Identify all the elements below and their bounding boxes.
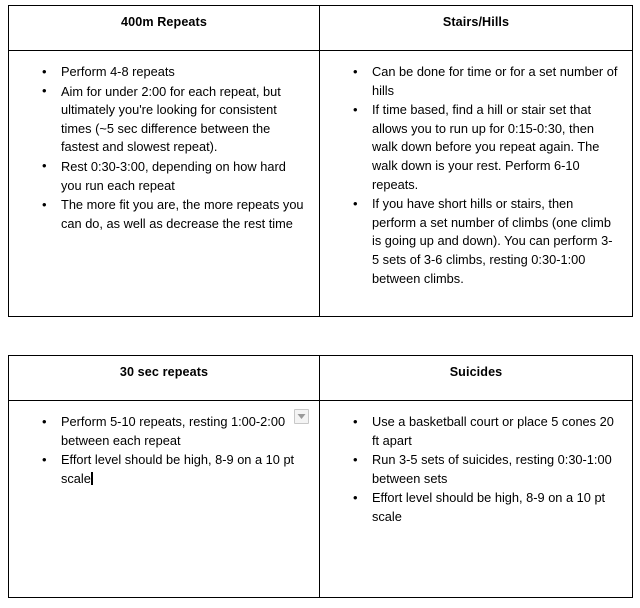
header-cell-400m-repeats[interactable]: [9, 6, 320, 51]
column-header-title: 400m Repeats: [121, 15, 207, 29]
column-header-title: Suicides: [449, 365, 503, 379]
list-item: • Aim for under 2:00 for each repeat, but ultimately you're looking for consistent times (~5 sec difference between the fastest and slowest repeat).: [9, 83, 305, 157]
list-item: • Rest 0:30-3:00, depending on how hard you run each repeat: [9, 158, 305, 195]
header-cell-30-sec-repeats[interactable]: [9, 356, 320, 401]
table-row-header: [9, 6, 633, 51]
body-cell-stairs-hills[interactable]: [320, 51, 633, 317]
list-item: • Perform 4-8 repeats: [9, 63, 305, 82]
list-item: • The more fit you are, the more repeats you can do, as well as decrease the rest time: [9, 196, 305, 233]
body-cell-suicides[interactable]: [320, 401, 633, 598]
column-header-title: Stairs/Hills: [442, 15, 510, 29]
text-cursor: [91, 472, 93, 485]
list-item: • Effort level should be high, 8-9 on a 10 pt scale: [320, 489, 618, 526]
header-cell-suicides[interactable]: [320, 356, 633, 401]
body-cell-400m-repeats[interactable]: [9, 51, 320, 317]
short-intervals-table: [8, 355, 633, 598]
table-row-header: [9, 356, 633, 401]
header-cell-stairs-hills[interactable]: [320, 6, 633, 51]
table-row-body: [9, 401, 633, 598]
list-item: • Can be done for time or for a set number of hills: [320, 63, 618, 100]
table-row-body: [9, 51, 633, 317]
intervals-table: [8, 5, 633, 317]
list-item: [9, 451, 305, 488]
column-header-title: 30 sec repeats: [119, 365, 209, 379]
bullet-list-30-sec-repeats: [9, 401, 319, 488]
list-item: • Run 3-5 sets of suicides, resting 0:30-1:00 between sets: [320, 451, 618, 488]
list-item-text: Effort level should be high, 8-9 on a 10 pt scale: [61, 452, 295, 486]
bullet-list-400m-repeats: [9, 51, 319, 233]
list-item: • If you have short hills or stairs, then perform a set number of climbs (one climb is going up and down). You can perform 3-5 sets of 3-6 climbs, resting 0:30-1:00 between climbs.: [320, 195, 618, 288]
bullet-list-suicides: [320, 401, 632, 527]
list-item: • Perform 5-10 repeats, resting 1:00-2:00 between each repeat: [9, 413, 305, 450]
body-cell-30-sec-repeats[interactable]: [9, 401, 320, 598]
list-item: • Use a basketball court or place 5 cones 20 ft apart: [320, 413, 618, 450]
list-item: • If time based, find a hill or stair set that allows you to run up for 0:15-0:30, then walk down before you repeat again. The walk down is your rest. Perform 6-10 repeats.: [320, 101, 618, 194]
bullet-list-stairs-hills: [320, 51, 632, 288]
